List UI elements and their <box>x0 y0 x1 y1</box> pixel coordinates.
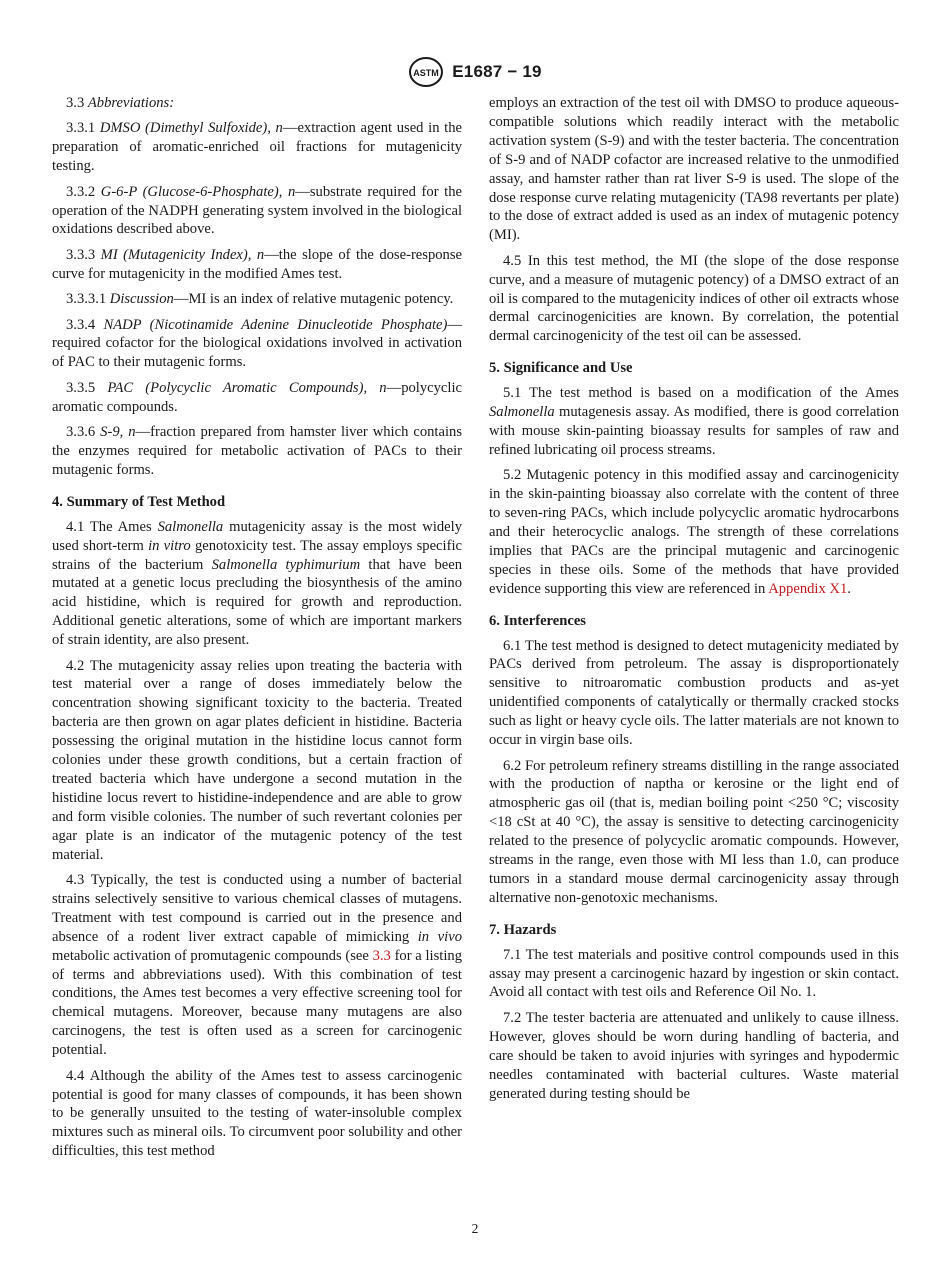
paragraph-7-1: 7.1 The test materials and positive control compounds used in this assay may present a carcinogenic hazard by ingestion or skin contact. Avoid all contact with test oils and Reference Oil No. 1. <box>489 946 899 1001</box>
definition-3-3-2: 3.3.2 G-6-P (Glucose-6-Phosphate), n—substrate required for the operation of the NADPH generating system involved in the biological oxidations described above. <box>52 183 462 238</box>
paragraph-6-1: 6.1 The test method is designed to detect mutagenicity mediated by PACs derived from petroleum. The assay is disproportionately sensitive to nitroaromatic combustion products and as-yet unidentified components of catalytically or thermally cracked stocks such as light or heavy cycle oils. The latter materials are not known to occur in virgin base oils. <box>489 637 899 749</box>
paragraph-6-2: 6.2 For petroleum refinery streams distilling in the range associated with the production of naptha or kerosine or the light end of atmospheric gas oil (that is, median boiling point <250 °C; viscosity <18 cSt at 40 °C), the assay is sensitive to detecting carcinogenicity related to the presence of polycyclic aromatic compounds. However, streams in the range, even those with MI less than 1.0, can produce tumors in a standard mouse dermal carcinogenicity assay through alternative non-genotoxic mechanisms. <box>489 757 899 906</box>
paragraph-7-2: 7.2 The tester bacteria are attenuated and unlikely to cause illness. However, gloves should be worn during handling of bacteria, and care should be taken to avoid injuries with syringes and hypodermic needles contaminated with bacterial cultures. Waste material generated during testing should be <box>489 1009 899 1102</box>
right-column <box>489 94 899 1110</box>
logo-text: ASTM <box>413 68 440 78</box>
definition-3-3-1: 3.3.1 DMSO (Dimethyl Sulfoxide), n—extraction agent used in the preparation of aromatic-enriched oil fractions for mutagenicity testing. <box>52 120 462 175</box>
paragraph-4-5: 4.5 In this test method, the MI (the slope of the dose response curve, and a measure of mutagenic potency) of a DMSO extract of an oil is compared to the mutagenicity indices of other oil extracts whose dermal carcinogenicities are known. By correlation, the potential dermal carcinogenicity of the test oil can be assessed. <box>489 252 899 345</box>
section-5-heading: 5. Significance and Use <box>489 360 633 377</box>
section-6-heading: 6. Interferences <box>489 612 586 629</box>
definition-3-3-3: 3.3.3 MI (Mutagenicity Index), n—the slope of the dose-response curve for mutagenicity in the modified Ames test. <box>52 246 463 282</box>
paragraph-5-1: 5.1 The test method is based on a modification of the Ames Salmonella mutagenesis assay. As modified, there is good correlation with mouse skin-painting bioassay results for samples of raw and refined lubricating oil process streams. <box>489 385 899 458</box>
page-number: 2 <box>471 1221 479 1236</box>
paragraph-4-4-continued: employs an extraction of the test oil with DMSO to produce aqueous-compatible solutions which readily interact with the metabolic activation system (S-9) and with the tester bacteria. The concentration of S-9 and of NADP cofactor are increased relative to the unmodified assay, and hamster rather than rat liver S-9 is used. The slope of the dose response curve relating mutagenicity (TA98 revertants per plate) to the dose of extract added is used as an index of mutagenic potency (MI). <box>489 95 899 244</box>
definition-3-3-6: 3.3.6 S-9, n—fraction prepared from hamster liver which contains the enzymes required for metabolic activation of PACs to their mutagenic forms. <box>52 424 462 478</box>
paragraph-4-4: 4.4 Although the ability of the Ames test to assess carcinogenic potential is good for many classes of compounds, it has been shown to be generally unsuited to the testing of water-insoluble complex mixtures such as mineral oils. To circumvent poor solubility and other difficulties, this test method <box>52 1067 462 1160</box>
link-section-3-3[interactable]: 3.3 <box>372 947 391 964</box>
definition-3-3-4: 3.3.4 NADP (Nicotinamide Adenine Dinucleotide Phosphate)—required cofactor for the biological oxidations involved in activation of PAC to their mutagenic forms. <box>52 316 462 371</box>
section-7-heading: 7. Hazards <box>489 921 557 938</box>
document-number: E1687 − 19 <box>452 62 542 81</box>
astm-logo-icon <box>408 56 444 88</box>
paragraph-5-2: 5.2 Mutagenic potency in this modified assay and carcinogenicity in the skin-painting bioassay also correlate with the content of three to seven-ring PACs, which include polycyclic aromatic hydrocarbons and their heterocyclic analogs. The strength of these correlations implies that PACs are the principal mutagenic and carcinogenic species in these oils. Some of the methods that have provided evidence supporting this view are referenced in Appendix X1. <box>489 467 899 597</box>
paragraph-4-2: 4.2 The mutagenicity assay relies upon treating the bacteria with test material over a range of doses immediately below the concentration showing significant toxicity to the bacteria. Treated bacteria are then grown on agar plates deficient in histidine. Bacteria possessing the original mutation in the histidine locus cannot form colonies under these growth conditions, but a certain fraction of treated bacteria which have undergone a second mutation in the histidine locus revert to histidine-independence and are able to grow and form visible colonies. The number of such revertant colonies per agar plate is an indicator of the mutagenic potency of the test material. <box>52 657 462 863</box>
paragraph-4-1: 4.1 The Ames Salmonella mutagenicity assay is the most widely used short-term in vitro genotoxicity test. The assay employs specific strains of the bacterium Salmonella typhimurium that have been mutated at a genetic locus precluding the biosynthesis of the amino acid histidine, which is required for growth and reproduction. Additional genetic alterations, some of which are important markers of strain identity, are also present. <box>52 518 462 649</box>
paragraph-4-3: 4.3 Typically, the test is conducted using a number of bacterial strains selectively sensitive to various chemical classes of mutagens. Treatment with test compound is carried out in the presence and absence of a rodent liver extract capable of mimicking in vivo metabolic activation of promutagenic compounds (see 3.3 for a listing of terms and abbreviations used). With this combination of test conditions, the Ames test becomes a very effective screening tool for chemical mutagens. Moreover, because many mutagens are also carcinogens, the test is often used as a screen for carcinogenic potential. <box>52 872 462 1059</box>
link-appendix-x1[interactable]: Appendix X1 <box>768 580 848 597</box>
discussion-3-3-3-1: 3.3.3.1 Discussion—MI is an index of relative mutagenic potency. <box>66 291 454 308</box>
left-column <box>52 94 462 1168</box>
section-4-heading: 4. Summary of Test Method <box>52 493 226 510</box>
definition-3-3-5: 3.3.5 PAC (Polycyclic Aromatic Compounds), n—polycyclic aromatic compounds. <box>52 379 462 415</box>
page-header <box>0 56 950 88</box>
section-3-3: 3.3 Abbreviations: <box>66 95 175 111</box>
